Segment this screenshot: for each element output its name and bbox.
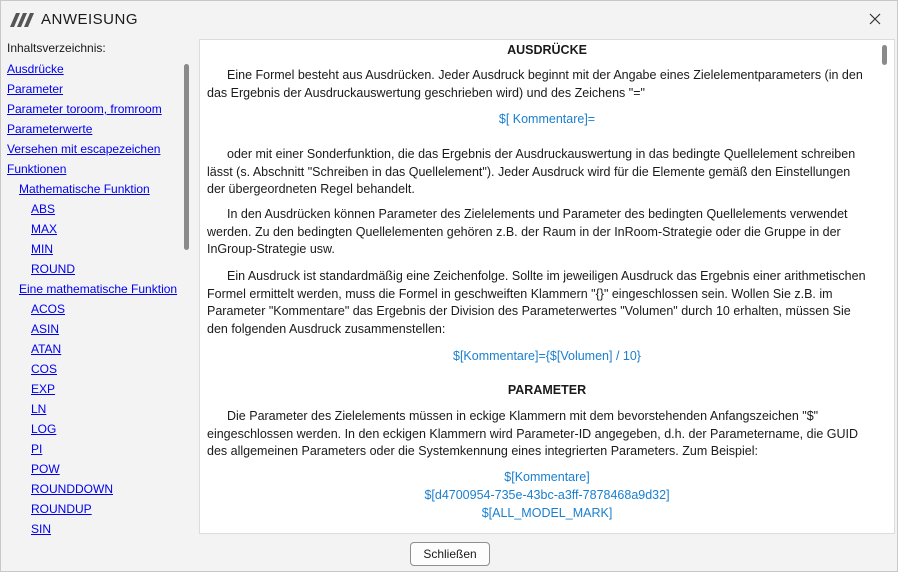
title-bar [1, 1, 897, 37]
toc-item-cos[interactable]: COS [31, 362, 58, 376]
toc-item-parameter-toroom[interactable]: Parameter toroom, fromroom [7, 102, 162, 116]
close-window-button[interactable] [863, 9, 887, 29]
code-example-param-system: $[ALL_MODEL_MARK] [481, 506, 613, 520]
toc-item-max[interactable]: MAX [31, 222, 58, 236]
window-title: ANWEISUNG [41, 11, 139, 28]
toc-item-pow[interactable]: POW [31, 462, 60, 476]
toc-item-escapezeichen[interactable]: Versehen mit escapezeichen [7, 142, 161, 156]
close-button[interactable]: Schließen [410, 542, 490, 566]
code-example-kommentare: $[ Kommentare]= [498, 112, 596, 126]
toc-item-round[interactable]: ROUND [31, 262, 75, 276]
table-of-contents [1, 59, 181, 541]
code-example-param-name: $[Kommentare] [504, 470, 590, 484]
toc-item-roundup[interactable]: ROUNDUP [31, 502, 92, 516]
toc-item-pi[interactable]: PI [31, 442, 43, 456]
code-example-division: $[Kommentare]={$[Volumen] / 10} [453, 349, 641, 363]
toc-item-ausdruecke[interactable]: Ausdrücke [7, 62, 64, 76]
paragraph-parameter-syntax: Die Parameter des Zielelements müssen in eckige Klammern mit dem bevorstehenden Anfangszeichen "$" eingeschlossen werden. In den eckigen Klammern wird Parameter-ID angegeben, d.h. der Parametername, die GUID des allgemeinen Parameters oder die Systemkennung eines integrierten Parameters. Zum Beispiel: [207, 409, 859, 458]
toc-item-sin[interactable]: SIN [31, 522, 52, 536]
paragraph-sonderfunktion: oder mit einer Sonderfunktion, die das Ergebnis der Ausdruckauswertung in das bedingte Quellelement schreiben lässt (s. Abschnitt "Schreiben in das Quellelement"). Jeder Ausdruck wird für die Elemente gemäß den Einstellungen der übergeordneten Regel behandelt. [207, 147, 856, 196]
app-logo-icon [10, 11, 34, 27]
close-icon [863, 9, 887, 29]
toc-item-eine-mathematische-funktion[interactable]: Eine mathematische Funktion [19, 282, 178, 296]
toc-item-asin[interactable]: ASIN [31, 322, 60, 336]
toc-item-abs[interactable]: ABS [31, 202, 56, 216]
paragraph-parameter-usage: In den Ausdrücken können Parameter des Zielelements und Parameter des bedingten Quellelements verwendet werden. Zu den bedingten Quellelementen gehören z.B. der Raum in der InRoom-Strategie oder die Gruppe in der InGroup-Strategie usw. [207, 207, 848, 256]
paragraph-zeichenfolge: Ein Ausdruck ist standardmäßig eine Zeichenfolge. Sollte im jeweiligen Ausdruck das Ergebnis einer arithmetischen Formel ermittelt werden, muss die Formel in geschweiften Klammern "{}" eingeschlossen sein. Wollen Sie z.B. im Parameter "Kommentare" das Ergebnis der Division des Parameterwertes "Volumen" durch 10 erhalten, müssen Sie den folgenden Ausdruck zusammenstellen: [207, 269, 866, 336]
toc-item-funktionen[interactable]: Funktionen [7, 162, 67, 176]
content-scrollbar-thumb[interactable] [882, 45, 887, 65]
toc-item-parameterwerte[interactable]: Parameterwerte [7, 122, 93, 136]
code-example-param-guid: $[d4700954-735e-43bc-a3ff-7878468a9d32] [424, 488, 670, 502]
toc-item-log[interactable]: LOG [31, 422, 57, 436]
toc-label: Inhaltsverzeichnis: [7, 41, 106, 55]
instruction-content [199, 39, 895, 534]
section-heading-parameter: PARAMETER [507, 383, 587, 397]
toc-item-acos[interactable]: ACOS [31, 302, 66, 316]
section-heading-ausdruecke: AUSDRÜCKE [507, 43, 587, 57]
paragraph-formel: Eine Formel besteht aus Ausdrücken. Jeder Ausdruck beginnt mit der Angabe eines Zielelementparameters (in den das Ergebnis der Ausdruckauswertung geschrieben wird) und des Zeichens "=" [207, 68, 863, 100]
toc-item-mathematische-funktion[interactable]: Mathematische Funktion [19, 182, 150, 196]
toc-item-ln[interactable]: LN [31, 402, 47, 416]
toc-item-exp[interactable]: EXP [31, 382, 56, 396]
toc-item-atan[interactable]: ATAN [31, 342, 62, 356]
toc-item-parameter[interactable]: Parameter [7, 82, 64, 96]
toc-item-min[interactable]: MIN [31, 242, 53, 256]
toc-scrollbar-thumb[interactable] [184, 64, 189, 250]
toc-item-rounddown[interactable]: ROUNDDOWN [31, 482, 113, 496]
